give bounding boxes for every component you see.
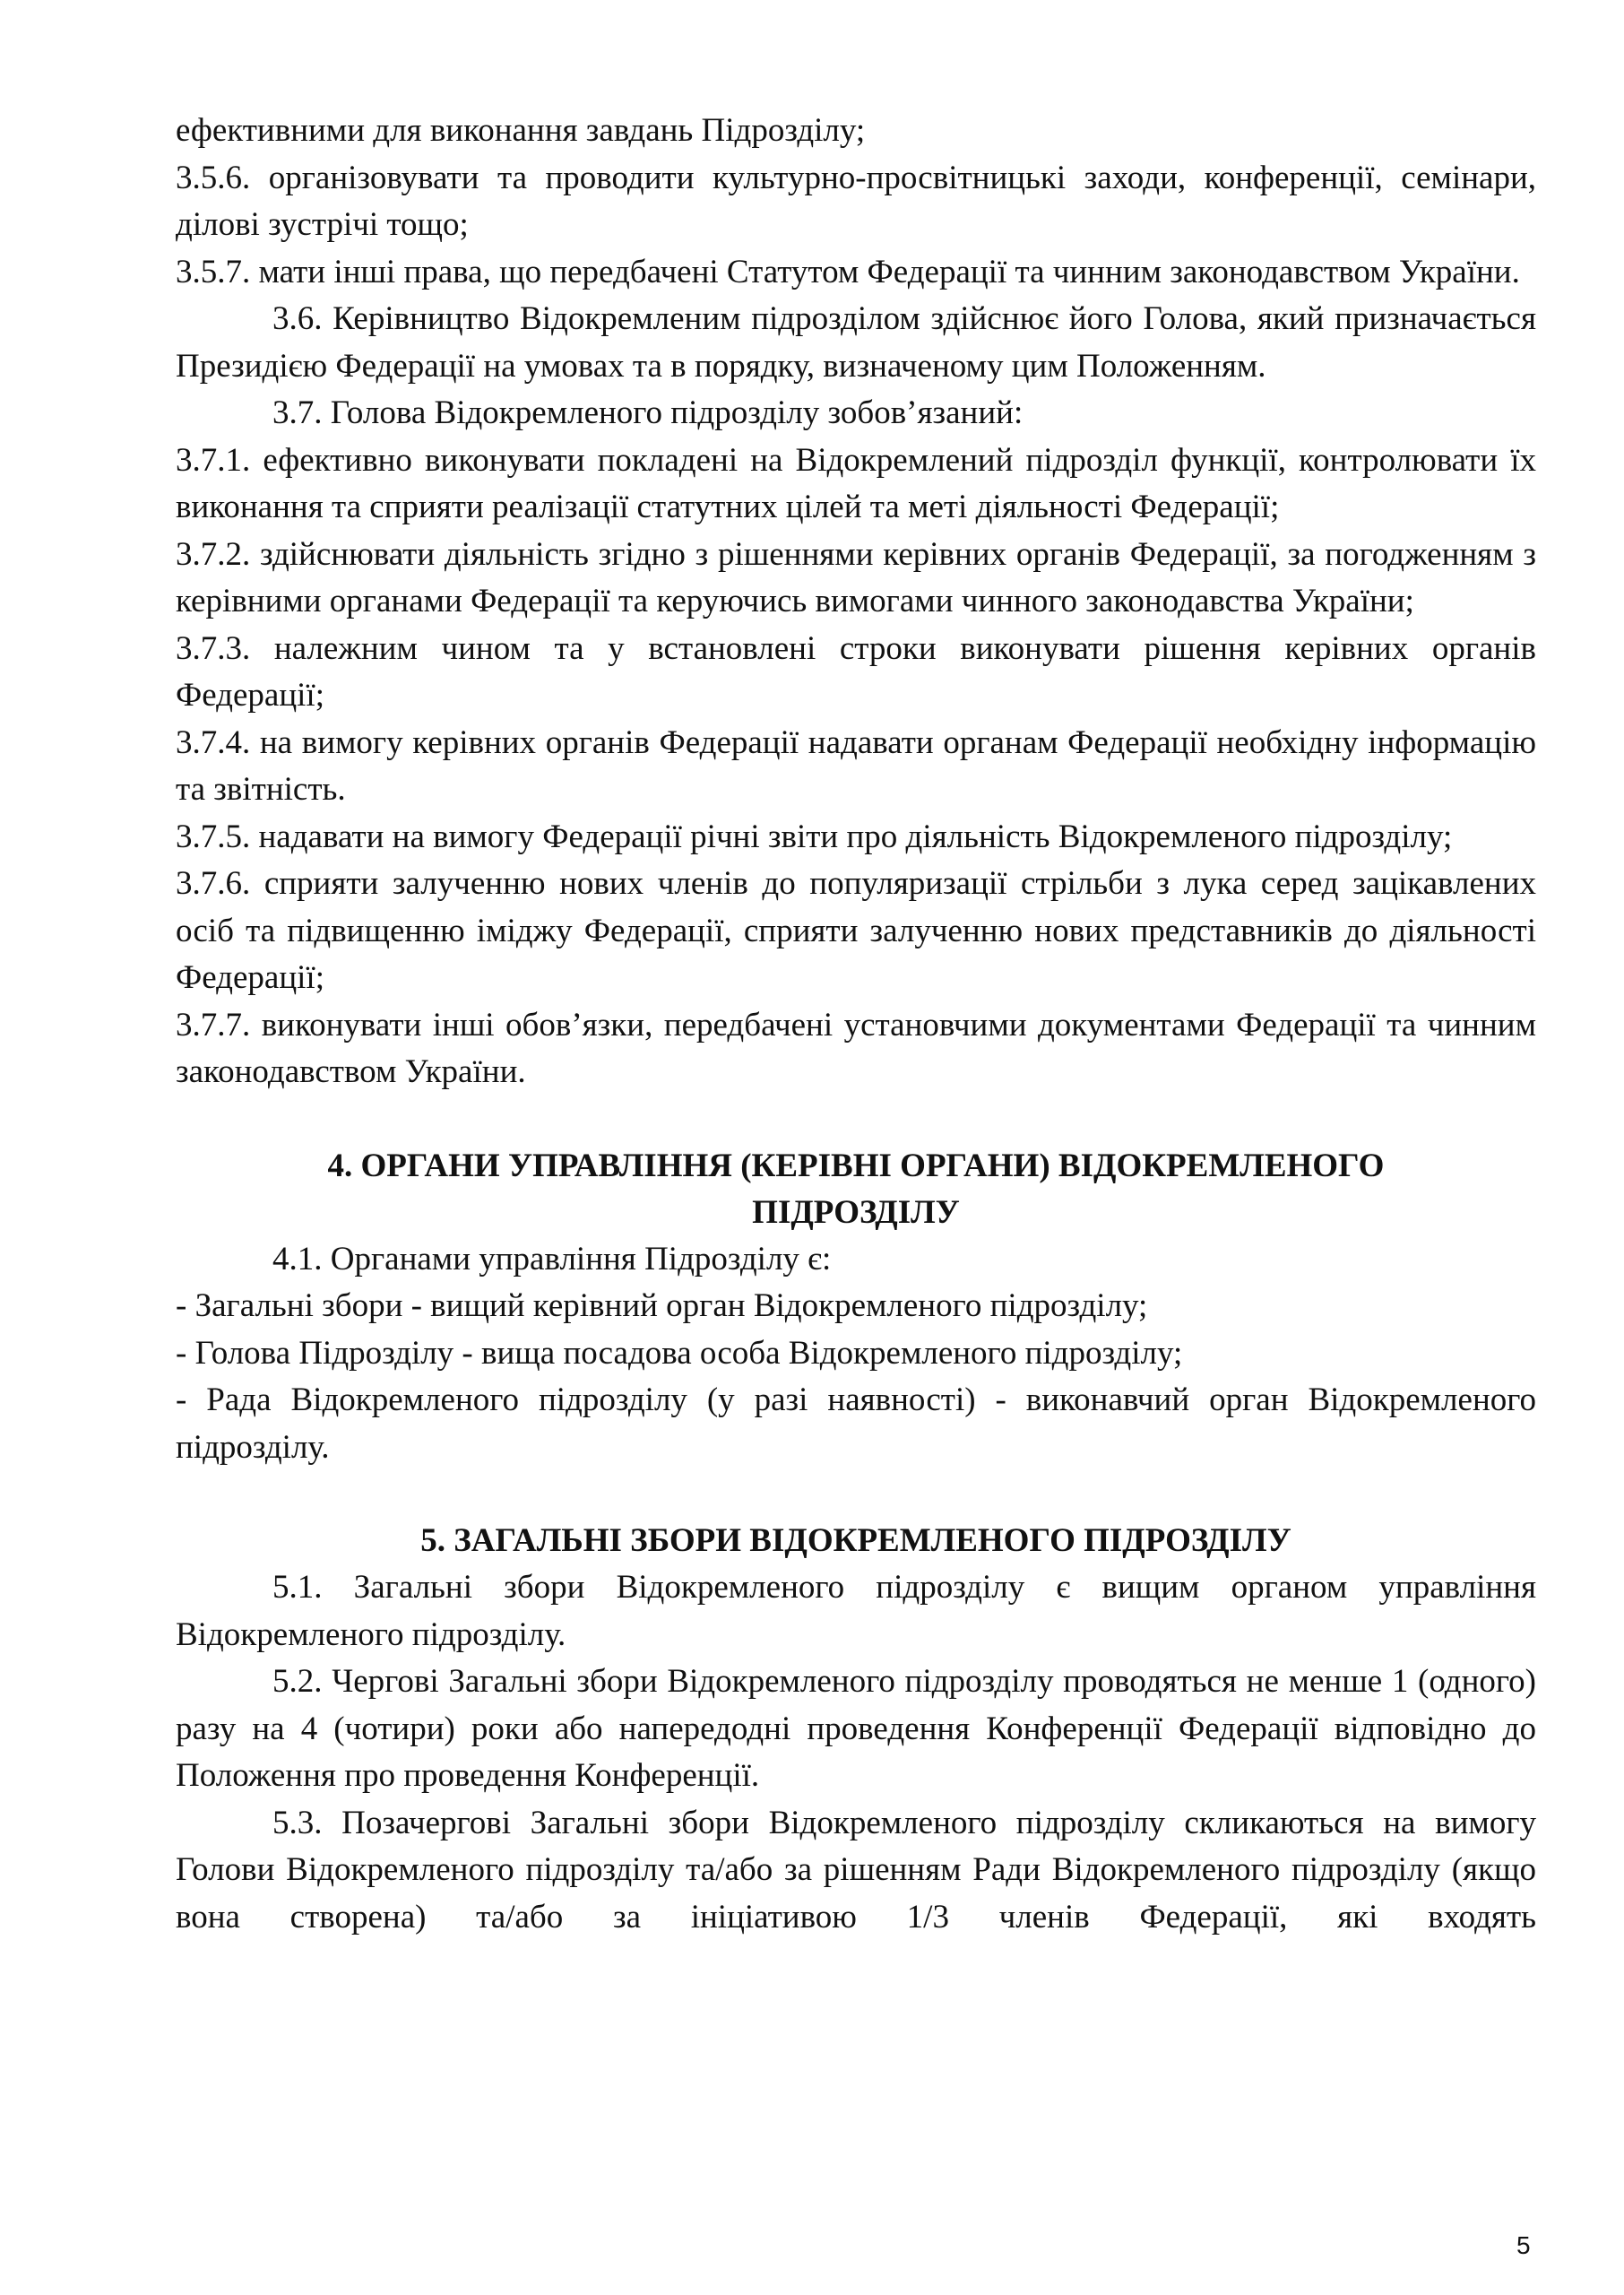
section-5-heading: 5. ЗАГАЛЬНІ ЗБОРИ ВІДОКРЕМЛЕНОГО ПІДРОЗДІЛУ	[420, 1522, 1291, 1559]
duty-3-7-7: 3.7.7. виконувати інші обов’язки, передбачені установчими документами Федерації та чинним законодавством України.	[176, 1006, 1536, 1090]
document-body	[176, 108, 1536, 1941]
duty-3-7-3: 3.7.3. належним чином та у встановлені строки виконувати рішення керівних органів Федерації;	[176, 629, 1536, 714]
page-number: 5	[1516, 2231, 1531, 2259]
paragraph-3-5-6: 3.5.6. організовувати та проводити культурно-просвітницькі заходи, конференції, семінари, ділові зустрічі тощо;	[176, 159, 1536, 243]
governing-body-item: - Голова Підрозділу - вища посадова особа Відокремленого підрозділу;	[176, 1334, 1183, 1372]
governing-body-item: - Загальні збори - вищий керівний орган Відокремленого підрозділу;	[176, 1287, 1148, 1324]
section-4-heading-line-1: 4. ОРГАНИ УПРАВЛІННЯ (КЕРІВНІ ОРГАНИ) ВІДОКРЕМЛЕНОГО	[327, 1147, 1385, 1184]
section-4-heading-line-2: ПІДРОЗДІЛУ	[752, 1193, 960, 1231]
duty-3-7-2: 3.7.2. здійснювати діяльність згідно з рішеннями керівних органів Федерації, за погодженням з керівними органами Федерації та керуючись вимогами чинного законодавства України;	[176, 535, 1536, 619]
governing-body-item: - Рада Відокремленого підрозділу (у разі наявності) - виконавчий орган Відокремленого підрозділу.	[176, 1381, 1536, 1466]
paragraph-3-5-5-continuation: ефективними для виконання завдань Підрозділу;	[176, 112, 866, 149]
paragraph-5-3: 5.3. Позачергові Загальні збори Відокремленого підрозділу скликаються на вимогу Голови Відокремленого підрозділу та/або за рішенням Ради Відокремленого підрозділу (якщо вона створена) та/або за ініціативою 1/3 членів Федерації, які входять	[176, 1804, 1536, 1936]
duty-3-7-1: 3.7.1. ефективно виконувати покладені на Відокремлений підрозділ функції, контролювати їх виконання та сприяти реалізації статутних цілей та меті діяльності Федерації;	[176, 441, 1536, 525]
paragraph-3-7: 3.7. Голова Відокремленого підрозділу зобов’язаний:	[272, 394, 1024, 431]
duty-3-7-5: 3.7.5. надавати на вимогу Федерації річні звіти про діяльність Відокремленого підрозділу;	[176, 818, 1453, 855]
chairman-duties-list	[176, 437, 1536, 1096]
paragraph-3-5-7: 3.5.7. мати інші права, що передбачені Статутом Федерації та чинним законодавством України.	[176, 253, 1520, 290]
paragraph-5-2: 5.2. Чергові Загальні збори Відокремленого підрозділу проводяться не менше 1 (одного) разу на 4 (чотири) роки або напередодні проведення Конференції Федерації відповідно до Положення про проведення Конференції.	[176, 1663, 1536, 1794]
duty-3-7-4: 3.7.4. на вимогу керівних органів Федерації надавати органам Федерації необхідну інформацію та звітність.	[176, 723, 1536, 808]
paragraph-5-1: 5.1. Загальні збори Відокремленого підрозділу є вищим органом управління Відокремленого підрозділу.	[176, 1569, 1536, 1653]
section-4-heading	[176, 1143, 1536, 1236]
governing-bodies-list	[176, 1283, 1536, 1471]
paragraph-3-6: 3.6. Керівництво Відокремленим підрозділом здійснює його Голова, який призначається Президією Федерації на умовах та в порядку, визначеному цим Положенням.	[176, 300, 1536, 385]
paragraph-4-1: 4.1. Органами управління Підрозділу є:	[272, 1240, 832, 1277]
duty-3-7-6: 3.7.6. сприяти залученню нових членів до популяризації стрільби з лука серед зацікавлених осіб та підвищенню іміджу Федерації, сприяти залученню нових представників до діяльності Федерації;	[176, 865, 1536, 996]
